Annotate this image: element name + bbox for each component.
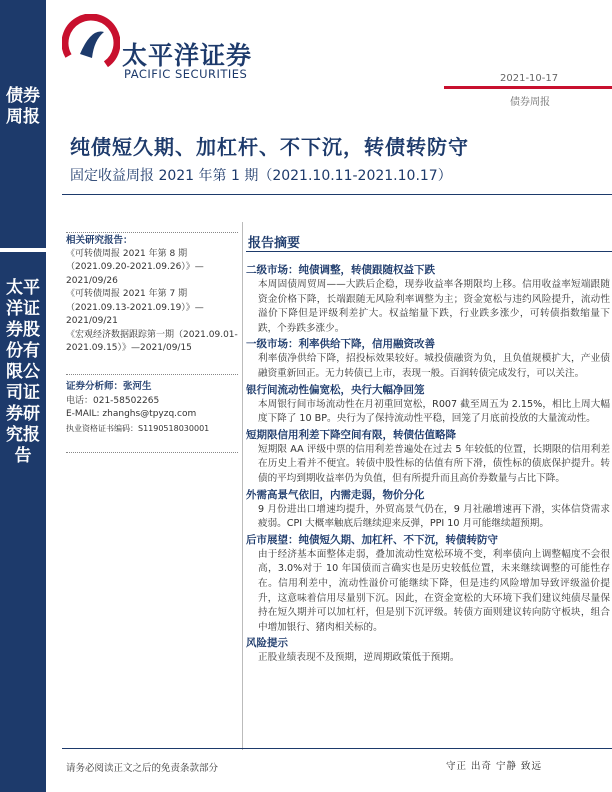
report-date: 2021-10-17 [500,73,559,84]
report-title: 纯债短久期、加杠杆、不下沉，转债转防守 [70,135,469,159]
sidebar-top-band [0,0,46,248]
section-heading: 二级市场：纯债调整，转债跟随权益下跌 [246,264,435,276]
footer-motto: 守正 出奇 宁静 致远 [446,761,543,772]
section-heading: 短期限信用利差下降空间有限，转债估值略降 [246,428,456,441]
section-credit-spread [246,427,610,487]
footer-rule [62,748,612,749]
section-primary-market [246,336,610,381]
abstract-rule [246,251,612,252]
related-reports [66,234,238,356]
header-red-rule [444,86,612,89]
related-heading: 相关研究报告： [66,235,133,246]
related-report-item[interactable]: 《可转债周报 2021 年第 7 期（2021.09.13-2021.09.19）》—2021/09/21 [66,289,204,326]
section-secondary-market [246,262,610,336]
column-divider [242,222,243,750]
section-heading: 一级市场：利率供给下降，信用融资改善 [246,338,435,351]
analyst-heading: 证券分析师： [66,381,124,392]
analyst-bottom-rule [66,452,238,453]
related-report-item[interactable]: 《宏观经济数据跟踪第一期（2021.09.01-2021.09.15）》—2021/09/15 [66,329,238,353]
section-heading: 银行间流动性偏宽松，央行大幅净回笼 [246,383,425,396]
company-name-cn: 太平洋证券 [122,41,253,70]
company-vertical-label: 太平洋证券股份有限公司证券研究报告 [6,278,40,466]
section-paragraph: 本周固债周贸周——大跌后企稳，现券收益率各期限均上移。信用收益率短端跟随资金价格下降，长端跟随无风险利率调整为主；资金宽松与违约风险提升，流动性溢价下降但是评级利差扩大。权益缩量下跌，行业跌多涨少，可转债指数缩量下跌，个券跌多涨少。 [258,279,610,334]
company-name-en: PACIFIC SECURITIES [124,67,248,81]
footer-disclaimer: 请务必阅读正文之后的免责条款部分 [66,763,219,774]
section-paragraph: 利率债净供给下降，招投标效果较好。城投债融资为负，且负值规模扩大，产业债融资重新回正。无力转债已上市，表现一般。百润转债完成发行，可以关注。 [258,353,610,379]
analyst-license: 执业资格证书编码：S1190518030001 [66,423,210,433]
analyst-phone: 电话：021-58502265 [66,395,160,406]
section-paragraph: 由于经济基本面整体走弱，叠加流动性宽松环境不变，利率债向上调整幅度不会很高，3.0%对于 10 年国债而言确实也是历史较低位置，未来继续调整的可能性存在。信用利差中，流动性溢价可能继续下降，但是违约风险增加导致评级溢价提升，这意味着信用尽量别下沉。因此，在资金宽松的大环境下我们建议纯债尽量保持在短久期并可以加杠杆，但是别下沉评级。转债方面则建议转向防守板块，组合中增加银行、猪肉相关标的。 [258,548,610,633]
related-top-rule [66,232,238,233]
analyst-top-rule [66,374,238,375]
report-subtitle: 固定收益周报 2021 年第 1 期（2021.10.11-2021.10.17） [70,168,452,184]
analyst-email[interactable]: E-MAIL: zhanghs@tpyzq.com [66,409,197,419]
section-liquidity [246,382,610,427]
report-type: 债券周报 [510,97,550,108]
related-report-item[interactable]: 《可转债周报 2021 年第 8 期（2021.09.20-2021.09.26）》—2021/09/26 [66,248,204,286]
section-heading: 外需高景气依旧，内需走弱，物价分化 [246,488,425,501]
abstract-heading: 报告摘要 [248,236,301,251]
report-category-vertical-label: 债券周报 [6,86,40,127]
section-paragraph: 9 月份进出口增速均提升，外贸高景气仍在，9 月社融增速再下滑，实体信贷需求疲弱。CPI 大概率触底后继续迎来反弹，PPI 10 月可能继续超预期。 [258,503,610,530]
section-risk [246,635,610,666]
company-logo-icon [62,14,120,72]
section-heading: 后市展望：纯债短久期、加杠杆、不下沉，转债转防守 [246,533,498,546]
abstract-body [246,262,610,666]
sidebar-bottom-band [0,252,46,792]
analyst-name: 张河生 [123,381,152,392]
section-macro [246,487,610,532]
section-paragraph: 正股业绩表现不及预期，逆周期政策低于预期。 [258,652,460,664]
section-outlook [246,532,610,636]
title-divider [62,194,612,195]
section-heading: 风险提示 [246,637,288,650]
section-paragraph: 短期限 AA 评级中票的信用利差普遍处在过去 5 年较低的位置，长期限的信用利差在历史上看并不便宜。转债中股性标的估值有所下滑，债性标的债底保护提升。转债的平均到期收益率仍为负值，但有所提升而且高价券数量与占比下降。 [258,443,610,484]
section-paragraph: 本周银行间市场流动性在月初重回宽松，R007 截至周五为 2.15%，相比上周大幅度下降了 10 BP。央行为了保持流动性平稳，回笼了月底前投放的大量流动性。 [258,398,610,425]
analyst-block [66,380,238,435]
